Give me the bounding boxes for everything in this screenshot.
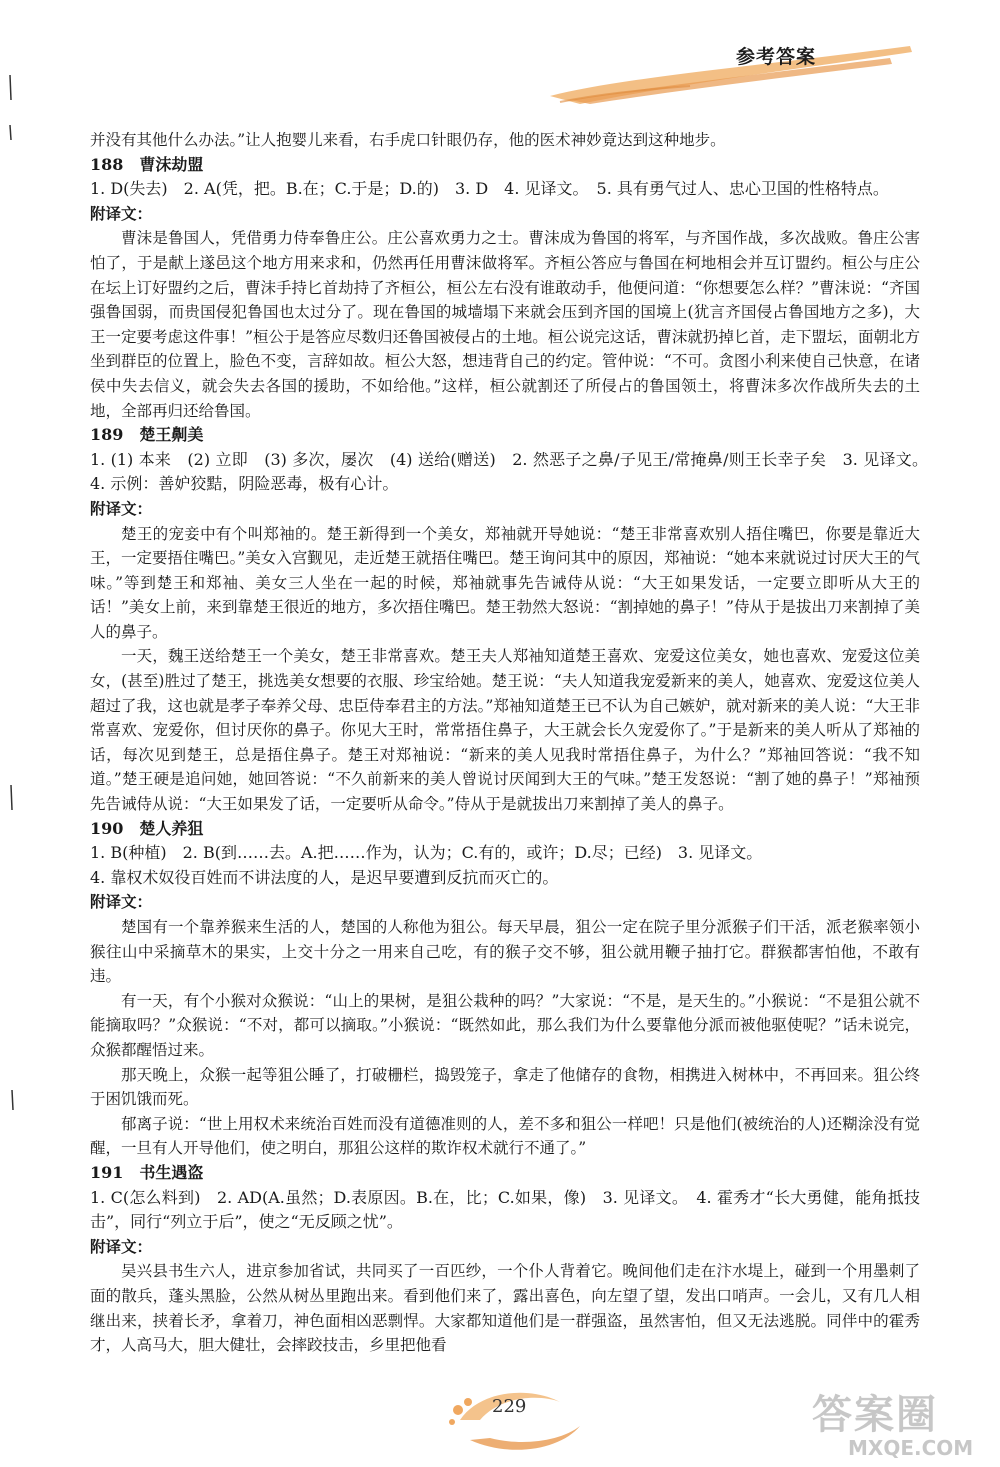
translation-label: 附译文：	[90, 498, 153, 518]
paragraph: 并没有其他什么办法。”让人抱婴儿来看，右手虎口针眼仍存，他的医术神妙竟达到这种地步。	[90, 131, 726, 149]
paragraph: 楚国有一个靠养猴来生活的人，楚国的人称他为狙公。每天早晨，狙公一定在院子里分派猴子们干活，派老猴率领小猴往山中采摘草木的果实，上交十分之一用来自己吃，有的猴子交不够，狙公就用鞭子抽打它。群猴都害怕他，不敢有违。	[90, 918, 920, 986]
answer-line: 1. (1) 本来 (2) 立即 (3) 多次，屡次 (4) 送给(赠送) 2. 然恶子之鼻/子见王/常掩鼻/则王长幸子矣 3. 见译文。 4. 示例：善妒狡黠，阴险恶毒，极有心计。	[90, 449, 937, 494]
page-number-ornament	[440, 1380, 600, 1460]
section-title: 188 曹沫劫盟	[90, 154, 204, 174]
watermark-logo: 答案圈	[812, 1392, 938, 1438]
paragraph: 郁离子说：“世上用权术来统治百姓而没有道德准则的人，差不多和狙公一样吧！只是他们(被统治的人)还糊涂没有觉醒，一旦有人开导他们，使之明白，那狙公这样的欺诈权术就行不通了。”	[90, 1114, 920, 1158]
watermark-url: MXQE.COM	[848, 1436, 974, 1460]
section-title: 190 楚人养狙	[90, 818, 204, 838]
paragraph: 楚王的宠妾中有个叫郑袖的。楚王新得到一个美女，郑袖就开导她说：“楚王非常喜欢别人捂住嘴巴，你要是靠近大王，一定要捂住嘴巴。”美女入宫觐见，走近楚王就捂住嘴巴。楚王询问其中的原因，郑袖说：“她本来就说过讨厌大王的气味。”等到楚王和郑袖、美女三人坐在一起的时候，郑袖就事先告诫侍从说：“大王如果发话，一定要立即听从大王的话！”美女上前，来到靠楚王很近的地方，多次捂住嘴巴。楚王勃然大怒说：“割掉她的鼻子！”侍从于是拔出刀来割掉了美人的鼻子。	[90, 524, 920, 641]
answer-content	[90, 128, 937, 1358]
paragraph: 那天晚上，众猴一起等狙公睡了，打破栅栏，捣毁笼子，拿走了他储存的食物，相携进入树林中，不再回来。狙公终于困饥饿而死。	[90, 1065, 920, 1109]
translation-label: 附译文：	[90, 203, 153, 223]
answer-line: 1. D(失去) 2. A(凭，把。B.在；C.于是；D.的) 3. D 4. 见译文。 5. 具有勇气过人、忠心卫国的性格特点。	[90, 179, 889, 199]
header-brush-stroke	[540, 38, 920, 108]
answer-line: 4. 靠权术奴役百姓而不讲法度的人，是迟早要遭到反抗而灭亡的。	[90, 867, 559, 887]
section-title: 189 楚王劓美	[90, 425, 204, 445]
section-title: 191 书生遇盗	[90, 1162, 204, 1182]
header-title: 参考答案	[736, 46, 817, 68]
paragraph: 吴兴县书生六人，进京参加省试，共同买了一百匹纱，一个仆人背着它。晚间他们走在汴水堤上，碰到一个用墨刺了面的散兵，蓬头黑脸，公然从树丛里跑出来。看到他们来了，露出喜色，向左望了望，发出口哨声。一会儿，又有几人相继出来，挟着长矛，拿着刀，神色面相凶恶剽悍。大家都知道他们是一群强盗，虽然害怕，但又无法逃脱。同伴中的霍秀才，人高马大，胆大健壮，会摔跤技击，乡里把他看	[90, 1262, 920, 1355]
page-number: 229	[492, 1396, 527, 1417]
answer-line: 1. B(种植) 2. B(到……去。A.把……作为，认为；C.有的，或许；D.尽；已经) 3. 见译文。	[90, 843, 763, 863]
paragraph: 曹沫是鲁国人，凭借勇力侍奉鲁庄公。庄公喜欢勇力之士。曹沫成为鲁国的将军，与齐国作战，多次战败。鲁庄公害怕了，于是献上遂邑这个地方用来求和，仍然再任用曹沫做将军。齐桓公答应与鲁国在柯地相会并互订盟约。桓公与庄公在坛上订好盟约之后，曹沫手持匕首劫持了齐桓公，桓公左右没有谁敢动手，他便问道：“你想要怎么样？”曹沫说：“齐国强鲁国弱，而贵国侵犯鲁国也太过分了。现在鲁国的城墙塌下来就会压到齐国的国境上(犹言齐国侵占鲁国地方之多)，大王一定要考虑这件事！”桓公于是答应尽数归还鲁国被侵占的土地。桓公说完这话，曹沫就扔掉匕首，走下盟坛，面朝北方坐到群臣的位置上，脸色不变，言辞如故。桓公大怒，想违背自己的约定。管仲说：“不可。贪图小利来使自己快意，在诸侯中失去信义，就会失去各国的援助，不如给他。”这样，桓公就割还了所侵占的鲁国领土，将曹沫多次作战所失去的土地，全部再归还给鲁国。	[90, 229, 920, 420]
paragraph: 一天，魏王送给楚王一个美女，楚王非常喜欢。楚王夫人郑袖知道楚王喜欢、宠爱这位美女，她也喜欢、宠爱这位美女，(甚至)胜过了楚王，挑选美女想要的衣服、珍宝给她。楚王说：“夫人知道我宠爱新来的美人，她喜欢、宠爱这位美人超过了我，这也就是孝子奉养父母、忠臣侍奉君主的方法。”郑袖知道楚王已不认为自己嫉妒，就对新来的美人说：“大王非常喜欢、宠爱你，但讨厌你的鼻子。你见大王时，常常捂住鼻子，大王就会长久宠爱你了。”于是新来的美人听从了郑袖的话，每次见到楚王，总是捂住鼻子。楚王对郑袖说：“新来的美人见我时常捂住鼻子，为什么？”郑袖回答说：“我不知道。”楚王硬是追问她，她回答说：“不久前新来的美人曾说讨厌闻到大王的气味。”楚王发怒说：“割了她的鼻子！”郑袖预先告诫侍从说：“大王如果发了话，一定要听从命令。”侍从于是就拔出刀来割掉了美人的鼻子。	[90, 647, 920, 814]
paragraph: 有一天，有个小猴对众猴说：“山上的果树，是狙公栽种的吗？”大家说：“不是，是天生的。”小猴说：“不是狙公就不能摘取吗？”众猴说：“不对，都可以摘取。”小猴说：“既然如此，那么我们为什么要靠他分派而被他驱使呢？”话未说完，众猴都醒悟过来。	[90, 991, 920, 1059]
translation-label: 附译文：	[90, 892, 153, 912]
margin-marks	[0, 0, 20, 1467]
answer-line: 1. C(怎么料到) 2. AD(A.虽然；D.表原因。B.在，比；C.如果，像) 3. 见译文。 4. 霍秀才“长大勇健，能角抵技击”，同行“列立于后”，使之“无反顾之忧”。	[90, 1187, 920, 1232]
translation-label: 附译文：	[90, 1236, 153, 1256]
